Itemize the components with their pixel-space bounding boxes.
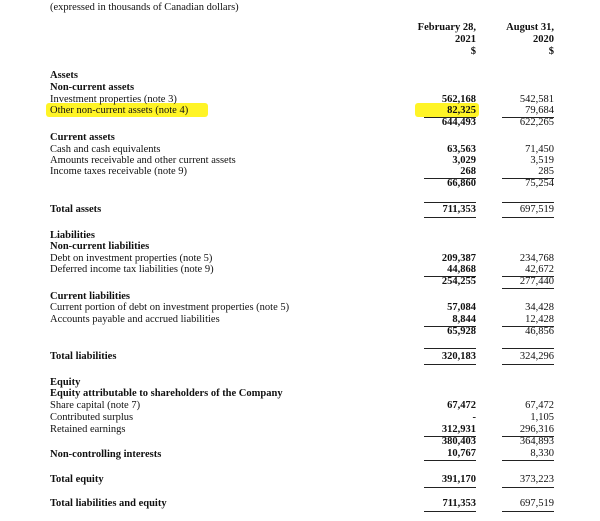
rule <box>424 348 476 349</box>
equity-heading: Equity <box>50 377 81 388</box>
total-liabilities-v1: 320,183 <box>441 351 476 362</box>
current-debt-v2: 34,428 <box>525 302 554 313</box>
rule <box>502 364 554 365</box>
total-equity-v2: 373,223 <box>519 474 554 485</box>
rule <box>424 487 476 488</box>
rule <box>502 348 554 349</box>
total-liabilities-v2: 324,296 <box>519 351 554 362</box>
assets-heading: Assets <box>50 70 78 81</box>
receivables-label: Amounts receivable and other current assets <box>50 155 236 166</box>
current-assets-total-v2: 75,254 <box>525 178 554 189</box>
retained-earnings-label: Retained earnings <box>50 424 126 435</box>
noncontrolling-label: Non-controlling interests <box>50 449 162 460</box>
contributed-surplus-label: Contributed surplus <box>50 412 134 423</box>
deferred-tax-label: Deferred income tax liabilities (note 9) <box>50 264 214 275</box>
other-noncurrent-label: Other non-current assets (note 4) <box>50 105 189 116</box>
noncurrent-assets-heading: Non-current assets <box>50 82 135 93</box>
investment-properties-v1: 562,168 <box>441 94 476 105</box>
noncurrent-liabilities-total-v2: 277,440 <box>519 276 554 287</box>
cash-v2: 71,450 <box>525 144 554 155</box>
col1-header-unit: $ <box>470 46 476 57</box>
debt-label: Debt on investment properties (note 5) <box>50 253 213 264</box>
noncurrent-liabilities-total-v1: 254,255 <box>441 276 476 287</box>
payables-v2: 12,428 <box>525 314 554 325</box>
investment-properties-label: Investment properties (note 3) <box>50 94 177 105</box>
equity-attrib-heading: Equity attributable to shareholders of the Company <box>50 388 283 399</box>
debt-v2: 234,768 <box>519 253 554 264</box>
current-liabilities-total-v1: 65,928 <box>447 326 476 337</box>
total-liabilities-equity-v1: 711,353 <box>442 498 476 509</box>
col2-header-line1: August 31, <box>506 22 554 33</box>
total-liabilities-equity-v2: 697,519 <box>519 498 554 509</box>
cash-label: Cash and cash equivalents <box>50 144 161 155</box>
rule <box>424 511 476 512</box>
receivables-v1: 3,029 <box>452 155 476 166</box>
noncontrolling-v1: 10,767 <box>447 448 476 459</box>
col1-header-line2: 2021 <box>455 34 476 45</box>
cash-v1: 63,563 <box>447 144 476 155</box>
noncurrent-liabilities-heading: Non-current liabilities <box>50 241 150 252</box>
share-capital-label: Share capital (note 7) <box>50 400 141 411</box>
total-equity-v1: 391,170 <box>441 474 476 485</box>
current-liabilities-total-v2: 46,856 <box>525 326 554 337</box>
rule <box>502 460 554 461</box>
rule <box>424 217 476 218</box>
total-assets-v1: 711,353 <box>442 204 476 215</box>
col2-header-line2: 2020 <box>533 34 554 45</box>
total-assets-label: Total assets <box>50 204 102 215</box>
rule <box>502 288 554 289</box>
caption: (expressed in thousands of Canadian dollars) <box>50 2 239 13</box>
share-capital-v1: 67,472 <box>447 400 476 411</box>
noncurrent-assets-total-v2: 622,265 <box>519 117 554 128</box>
income-tax-v1: 268 <box>460 166 476 177</box>
total-assets-v2: 697,519 <box>519 204 554 215</box>
deferred-tax-v1: 44,868 <box>447 264 476 275</box>
other-noncurrent-v1: 82,325 <box>447 105 476 116</box>
rule <box>424 460 476 461</box>
current-assets-total-v1: 66,860 <box>447 178 476 189</box>
retained-earnings-v1: 312,931 <box>441 424 476 435</box>
payables-label: Accounts payable and accrued liabilities <box>50 314 220 325</box>
equity-attrib-total-v2: 364,893 <box>519 436 554 447</box>
rule <box>502 487 554 488</box>
noncontrolling-v2: 8,330 <box>530 448 554 459</box>
receivables-v2: 3,519 <box>530 155 554 166</box>
retained-earnings-v2: 296,316 <box>519 424 554 435</box>
current-liabilities-heading: Current liabilities <box>50 291 131 302</box>
total-liabilities-equity-label: Total liabilities and equity <box>50 498 167 509</box>
rule <box>502 217 554 218</box>
investment-properties-v2: 542,581 <box>519 94 554 105</box>
income-tax-v2: 285 <box>538 166 554 177</box>
liabilities-heading: Liabilities <box>50 230 95 241</box>
debt-v1: 209,387 <box>441 253 476 264</box>
payables-v1: 8,844 <box>452 314 476 325</box>
rule <box>424 202 476 203</box>
other-noncurrent-v2: 79,684 <box>525 105 554 116</box>
total-equity-label: Total equity <box>50 474 104 485</box>
income-tax-label: Income taxes receivable (note 9) <box>50 166 188 177</box>
deferred-tax-v2: 42,672 <box>525 264 554 275</box>
current-debt-v1: 57,084 <box>447 302 476 313</box>
contributed-surplus-v2: 1,105 <box>530 412 554 423</box>
current-debt-label: Current portion of debt on investment properties (note 5) <box>50 302 290 313</box>
rule <box>424 364 476 365</box>
current-assets-heading: Current assets <box>50 132 115 143</box>
rule <box>502 511 554 512</box>
share-capital-v2: 67,472 <box>525 400 554 411</box>
rule <box>502 202 554 203</box>
total-liabilities-label: Total liabilities <box>50 351 117 362</box>
col2-header-unit: $ <box>548 46 554 57</box>
col1-header-line1: February 28, <box>417 22 476 33</box>
contributed-surplus-v1: - <box>472 412 476 423</box>
equity-attrib-total-v1: 380,403 <box>441 436 476 447</box>
noncurrent-assets-total-v1: 644,493 <box>441 117 476 128</box>
